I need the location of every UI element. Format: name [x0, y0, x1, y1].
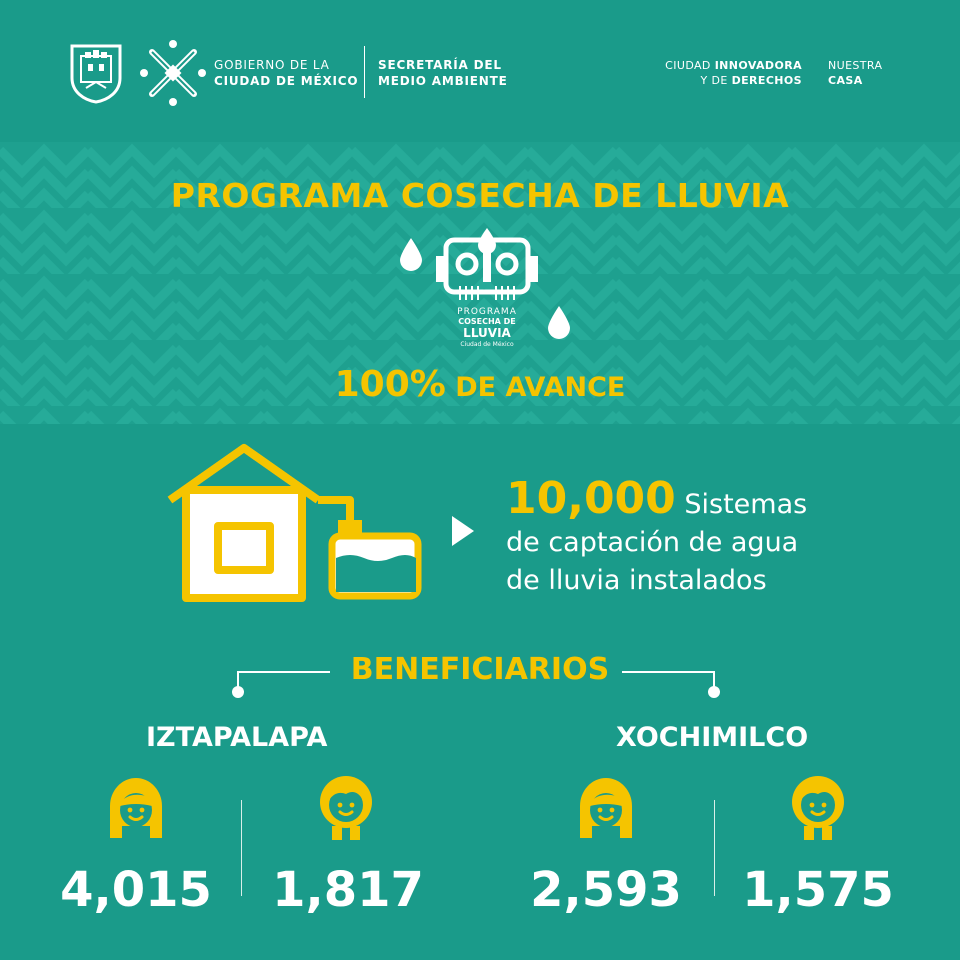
systems-count: 10,000 [506, 473, 676, 524]
water-tank-icon [332, 520, 418, 596]
logo-line4: Ciudad de México [460, 341, 514, 348]
slogan2-line1: NUESTRA [828, 59, 883, 72]
gov-line2: CIUDAD DE MÉXICO [214, 74, 359, 88]
progress-label: DE AVANCE [445, 372, 626, 403]
systems-stat [506, 473, 826, 600]
gov-line1: GOBIERNO DE LA [214, 58, 330, 72]
arrow-right-icon [452, 516, 474, 546]
secretariat-name [378, 57, 508, 89]
page-title: PROGRAMA COSECHA DE LLUVIA [170, 176, 790, 215]
water-drop-icon [546, 304, 572, 340]
slogan-nuestra-casa [828, 58, 882, 88]
man-icon [786, 772, 850, 842]
crest-icon [68, 42, 124, 104]
header-divider [364, 46, 365, 98]
logo-line3: LLUVIA [463, 326, 511, 340]
iztapalapa-women-count: 4,015 [60, 862, 212, 918]
government-name [214, 57, 358, 89]
iztapalapa-men-count: 1,817 [272, 862, 424, 918]
divider [714, 800, 715, 896]
stat-line1: Sistemas [675, 489, 808, 520]
stat-line2: de captación de agua [506, 527, 799, 558]
beneficiaries-title: BENEFICIARIOS [350, 652, 610, 687]
slogan2-line2: CASA [828, 74, 863, 87]
slogan1-line2-pre: Y DE [700, 74, 732, 87]
stat-line3: de lluvia instalados [506, 565, 767, 596]
woman-icon [574, 772, 638, 842]
woman-icon [104, 772, 168, 842]
slogan1-bold: INNOVADORA [714, 59, 802, 72]
cdmx-logo-icon [140, 38, 206, 108]
progress-statement [0, 364, 960, 405]
region-name: IZTAPALAPA [146, 722, 328, 753]
progress-value: 100% [334, 364, 446, 405]
divider [241, 800, 242, 896]
xochimilco-women-count: 2,593 [530, 862, 682, 918]
xochimilco-men-count: 1,575 [742, 862, 894, 918]
logo-line2: COSECHA DE [458, 317, 516, 326]
program-logo-icon [432, 226, 542, 348]
slogan1-line2-bold: DERECHOS [731, 74, 802, 87]
logo-line1: PROGRAMA [457, 307, 517, 317]
water-drop-icon [398, 236, 424, 272]
header [0, 0, 960, 140]
slogan-innovadora [665, 58, 802, 88]
man-icon [314, 772, 378, 842]
house-icon [160, 442, 430, 607]
sec-line1: SECRETARÍA DEL [378, 58, 502, 72]
region-name: XOCHIMILCO [616, 722, 809, 753]
slogan1-pre: CIUDAD [665, 59, 715, 72]
sec-line2: MEDIO AMBIENTE [378, 74, 508, 88]
